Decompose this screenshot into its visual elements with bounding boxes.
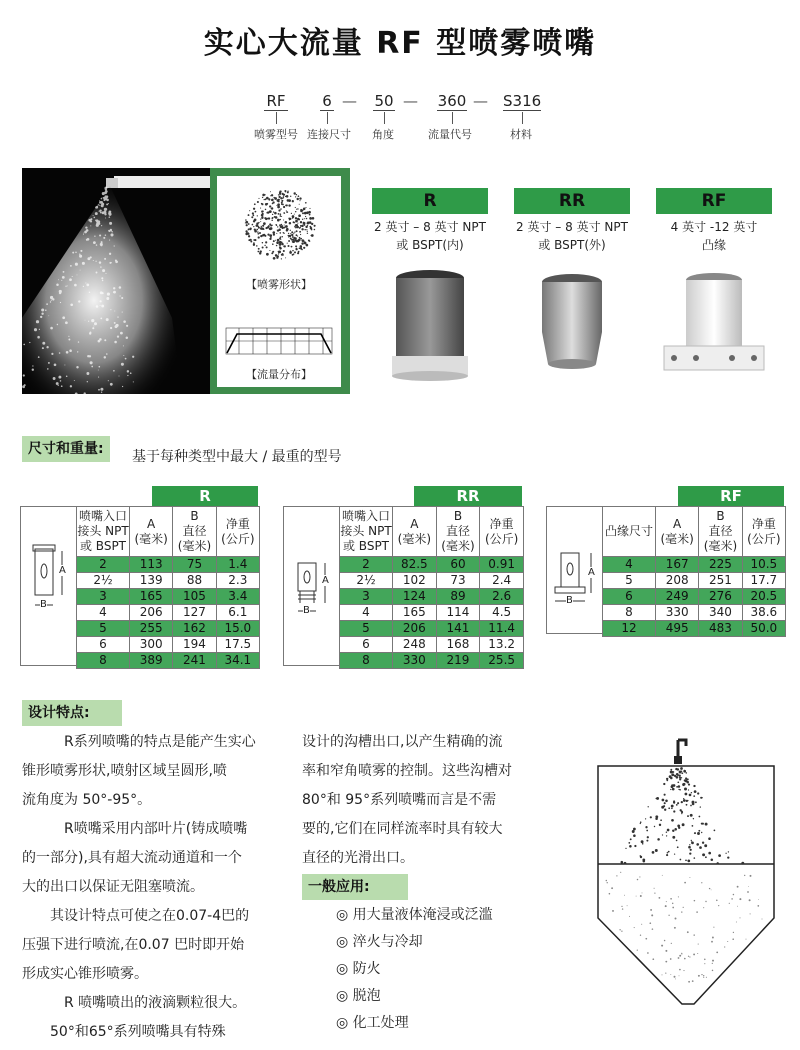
design-line: 设计的沟槽出口,以产生精确的流 <box>302 734 503 750</box>
table-rf-title: RF <box>678 486 784 506</box>
col-a: A (毫米) <box>393 507 437 557</box>
table-row <box>603 557 786 573</box>
table-cell: 127 <box>173 605 216 621</box>
table-cell: 6 <box>340 637 393 653</box>
table-cell: 330 <box>656 605 699 621</box>
table-row <box>77 637 260 653</box>
design-line: 压强下进行喷流,在0.07 巴时即开始 <box>22 937 245 953</box>
design-line: 率和窄角喷雾的控制。这些沟槽对 <box>302 763 512 779</box>
page-title: 实心大流量 RF 型喷雾喷嘴 <box>203 26 597 61</box>
design-line: R系列喷嘴的特点是能产生实心 <box>64 734 256 750</box>
table-cell: 4 <box>340 605 393 621</box>
code-sep: — <box>473 92 488 110</box>
table-rf-grid <box>602 506 786 637</box>
table-cell: 168 <box>436 637 480 653</box>
dimensions-header: 尺寸和重量: <box>22 436 110 462</box>
table-cell: 3.4 <box>216 589 259 605</box>
table-row <box>340 621 524 637</box>
dim-a-label: A <box>588 567 595 578</box>
col-flange: 凸缘尺寸 <box>603 507 656 557</box>
type-name: RF <box>656 188 772 214</box>
pattern-panel <box>217 176 341 387</box>
table-cell: 60 <box>436 557 480 573</box>
design-line: 大的出口以保证无阻塞喷流。 <box>22 879 204 895</box>
design-text-right <box>302 728 552 873</box>
design-line: 要的,它们在同样流率时具有较大 <box>302 821 503 837</box>
table-cell: 162 <box>173 621 216 637</box>
table-cell: 3 <box>77 589 130 605</box>
design-line: 50°和65°系列喷嘴具有特殊 <box>50 1024 226 1040</box>
table-cell: 8 <box>77 653 130 669</box>
table-row <box>603 621 786 637</box>
table-rr-title: RR <box>414 486 522 506</box>
dimensions-note: 基于每种类型中最大 / 最重的型号 <box>132 449 342 465</box>
caption-size: 连接尺寸 <box>307 128 351 141</box>
table-row <box>340 605 524 621</box>
table-cell: 113 <box>130 557 173 573</box>
nozzle-rf-image <box>656 264 772 384</box>
nozzle-rr-image <box>514 264 630 384</box>
table-cell: 0.91 <box>480 557 524 573</box>
table-cell: 4 <box>77 605 130 621</box>
dim-a-label: A <box>322 575 329 586</box>
distribution-label: 【流量分布】 <box>246 368 312 381</box>
table-cell: 88 <box>173 573 216 589</box>
table-rr <box>283 506 524 666</box>
table-cell: 102 <box>393 573 437 589</box>
table-cell: 300 <box>130 637 173 653</box>
table-row <box>340 557 524 573</box>
caption-type: 喷雾型号 <box>254 128 298 141</box>
table-cell: 330 <box>393 653 437 669</box>
table-cell: 208 <box>656 573 699 589</box>
table-cell: 89 <box>436 589 480 605</box>
type-card-rr <box>514 188 630 388</box>
design-line: 流角度为 50°-95°。 <box>22 792 152 808</box>
table-cell: 2 <box>340 557 393 573</box>
table-cell: 4.5 <box>480 605 524 621</box>
tank-illustration <box>594 738 784 1008</box>
table-cell: 4 <box>603 557 656 573</box>
table-cell: 165 <box>130 589 173 605</box>
type-desc-1: 2 英寸 – 8 英寸 NPT <box>516 220 628 234</box>
type-card-r <box>372 188 488 388</box>
code-sep: — <box>342 92 357 110</box>
code-size: 6 <box>320 92 334 111</box>
table-cell: 6.1 <box>216 605 259 621</box>
table-cell: 17.7 <box>742 573 785 589</box>
type-desc-2: 或 BSPT(内) <box>396 238 464 252</box>
shape-label: 【喷雾形状】 <box>246 278 312 291</box>
table-row <box>77 557 260 573</box>
dim-b-label: B <box>566 595 573 606</box>
flow-distribution-icon <box>225 326 333 356</box>
dim-b-label: B <box>40 599 47 610</box>
table-r <box>20 506 260 666</box>
table-cell: 219 <box>436 653 480 669</box>
table-cell: 194 <box>173 637 216 653</box>
col-b: B 直径 (毫米) <box>699 507 742 557</box>
nozzle-r-image <box>372 264 488 384</box>
design-text-left <box>22 728 282 1047</box>
code-material: S316 <box>503 92 542 110</box>
table-cell: 75 <box>173 557 216 573</box>
col-weight: 净重 (公斤) <box>742 507 785 557</box>
table-cell: 141 <box>436 621 480 637</box>
design-line: 其设计特点可使之在0.07-4巴的 <box>50 908 250 924</box>
table-row <box>603 605 786 621</box>
code-type: RF <box>264 92 288 111</box>
nozzle-drawing <box>284 507 340 665</box>
applications-list <box>336 902 556 1037</box>
type-name: R <box>372 188 488 214</box>
col-weight: 净重 (公斤) <box>480 507 524 557</box>
table-cell: 13.2 <box>480 637 524 653</box>
table-cell: 2½ <box>340 573 393 589</box>
table-row <box>340 573 524 589</box>
design-line: 80°和 95°系列喷嘴而言是不需 <box>302 792 497 808</box>
table-cell: 11.4 <box>480 621 524 637</box>
table-cell: 251 <box>699 573 742 589</box>
table-rr-grid <box>339 506 524 669</box>
table-cell: 8 <box>340 653 393 669</box>
table-r-grid <box>76 506 260 669</box>
table-cell: 225 <box>699 557 742 573</box>
list-item: ◎ 脱泡 <box>336 988 381 1004</box>
col-b: B 直径 (毫米) <box>436 507 480 557</box>
list-item: ◎ 化工处理 <box>336 1015 409 1031</box>
table-cell: 12 <box>603 621 656 637</box>
table-cell: 20.5 <box>742 589 785 605</box>
table-cell: 15.0 <box>216 621 259 637</box>
table-cell: 139 <box>130 573 173 589</box>
design-header: 设计特点: <box>22 700 122 726</box>
table-rf <box>546 506 786 634</box>
code-flow: 360 <box>437 92 467 110</box>
table-cell: 2.3 <box>216 573 259 589</box>
list-item: ◎ 防火 <box>336 961 381 977</box>
table-row <box>77 605 260 621</box>
table-cell: 248 <box>393 637 437 653</box>
table-row <box>77 573 260 589</box>
caption-material: 材料 <box>510 128 532 141</box>
table-cell: 5 <box>340 621 393 637</box>
table-cell: 276 <box>699 589 742 605</box>
col-inlet: 喷嘴入口 接头 NPT 或 BSPT <box>340 507 393 557</box>
design-line: 锥形喷雾形状,喷射区域呈圆形,喷 <box>22 763 227 779</box>
table-cell: 73 <box>436 573 480 589</box>
table-cell: 1.4 <box>216 557 259 573</box>
table-cell: 495 <box>656 621 699 637</box>
table-row <box>340 653 524 669</box>
model-code <box>0 0 800 150</box>
table-row <box>603 573 786 589</box>
table-cell: 389 <box>130 653 173 669</box>
table-cell: 5 <box>603 573 656 589</box>
table-row <box>77 621 260 637</box>
table-cell: 255 <box>130 621 173 637</box>
col-weight: 净重 (公斤) <box>216 507 259 557</box>
design-line: R 喷嘴喷出的液滴颗粒很大。 <box>64 995 247 1011</box>
table-cell: 2.6 <box>480 589 524 605</box>
table-cell: 50.0 <box>742 621 785 637</box>
table-cell: 6 <box>77 637 130 653</box>
col-b: B 直径 (毫米) <box>173 507 216 557</box>
spray-photo <box>22 168 210 394</box>
table-cell: 165 <box>393 605 437 621</box>
table-cell: 114 <box>436 605 480 621</box>
design-line: 形成实心锥形喷雾。 <box>22 966 148 982</box>
type-desc-2: 凸缘 <box>701 238 726 252</box>
table-cell: 105 <box>173 589 216 605</box>
spray-shape-icon <box>241 186 319 264</box>
table-cell: 2½ <box>77 573 130 589</box>
nozzle-drawing <box>21 507 77 665</box>
table-cell: 124 <box>393 589 437 605</box>
code-angle: 50 <box>374 92 394 110</box>
table-cell: 2.4 <box>480 573 524 589</box>
table-cell: 483 <box>699 621 742 637</box>
table-cell: 241 <box>173 653 216 669</box>
dim-b-label: B <box>303 605 310 616</box>
col-inlet: 喷嘴入口 接头 NPT 或 BSPT <box>77 507 130 557</box>
table-cell: 206 <box>393 621 437 637</box>
table-row <box>340 637 524 653</box>
caption-angle: 角度 <box>372 128 394 141</box>
design-line: 的一部分),具有超大流动通道和一个 <box>22 850 242 866</box>
applications-header: 一般应用: <box>302 874 408 900</box>
table-cell: 340 <box>699 605 742 621</box>
type-desc-2: 或 BSPT(外) <box>538 238 606 252</box>
table-row <box>77 653 260 669</box>
nozzle-drawing <box>547 507 603 633</box>
table-cell: 34.1 <box>216 653 259 669</box>
dim-a-label: A <box>59 565 66 576</box>
table-cell: 25.5 <box>480 653 524 669</box>
table-cell: 2 <box>77 557 130 573</box>
list-item: ◎ 淬火与冷却 <box>336 934 423 950</box>
table-row <box>340 589 524 605</box>
type-desc-1: 4 英寸 -12 英寸 <box>670 220 758 234</box>
table-cell: 8 <box>603 605 656 621</box>
col-a: A (毫米) <box>656 507 699 557</box>
type-name: RR <box>514 188 630 214</box>
type-desc-1: 2 英寸 – 8 英寸 NPT <box>374 220 486 234</box>
design-line: 直径的光滑出口。 <box>302 850 414 866</box>
table-cell: 10.5 <box>742 557 785 573</box>
list-item: ◎ 用大量液体淹浸或泛滥 <box>336 907 493 923</box>
table-cell: 6 <box>603 589 656 605</box>
caption-flow: 流量代号 <box>428 128 472 141</box>
table-cell: 38.6 <box>742 605 785 621</box>
table-cell: 3 <box>340 589 393 605</box>
table-cell: 167 <box>656 557 699 573</box>
type-card-rf <box>656 188 772 388</box>
table-row <box>603 589 786 605</box>
table-cell: 249 <box>656 589 699 605</box>
table-r-title: R <box>152 486 258 506</box>
col-a: A (毫米) <box>130 507 173 557</box>
table-cell: 82.5 <box>393 557 437 573</box>
table-cell: 5 <box>77 621 130 637</box>
table-cell: 17.5 <box>216 637 259 653</box>
table-row <box>77 589 260 605</box>
table-cell: 206 <box>130 605 173 621</box>
design-line: R喷嘴采用内部叶片(铸成喷嘴 <box>64 821 248 837</box>
code-sep: — <box>403 92 418 110</box>
